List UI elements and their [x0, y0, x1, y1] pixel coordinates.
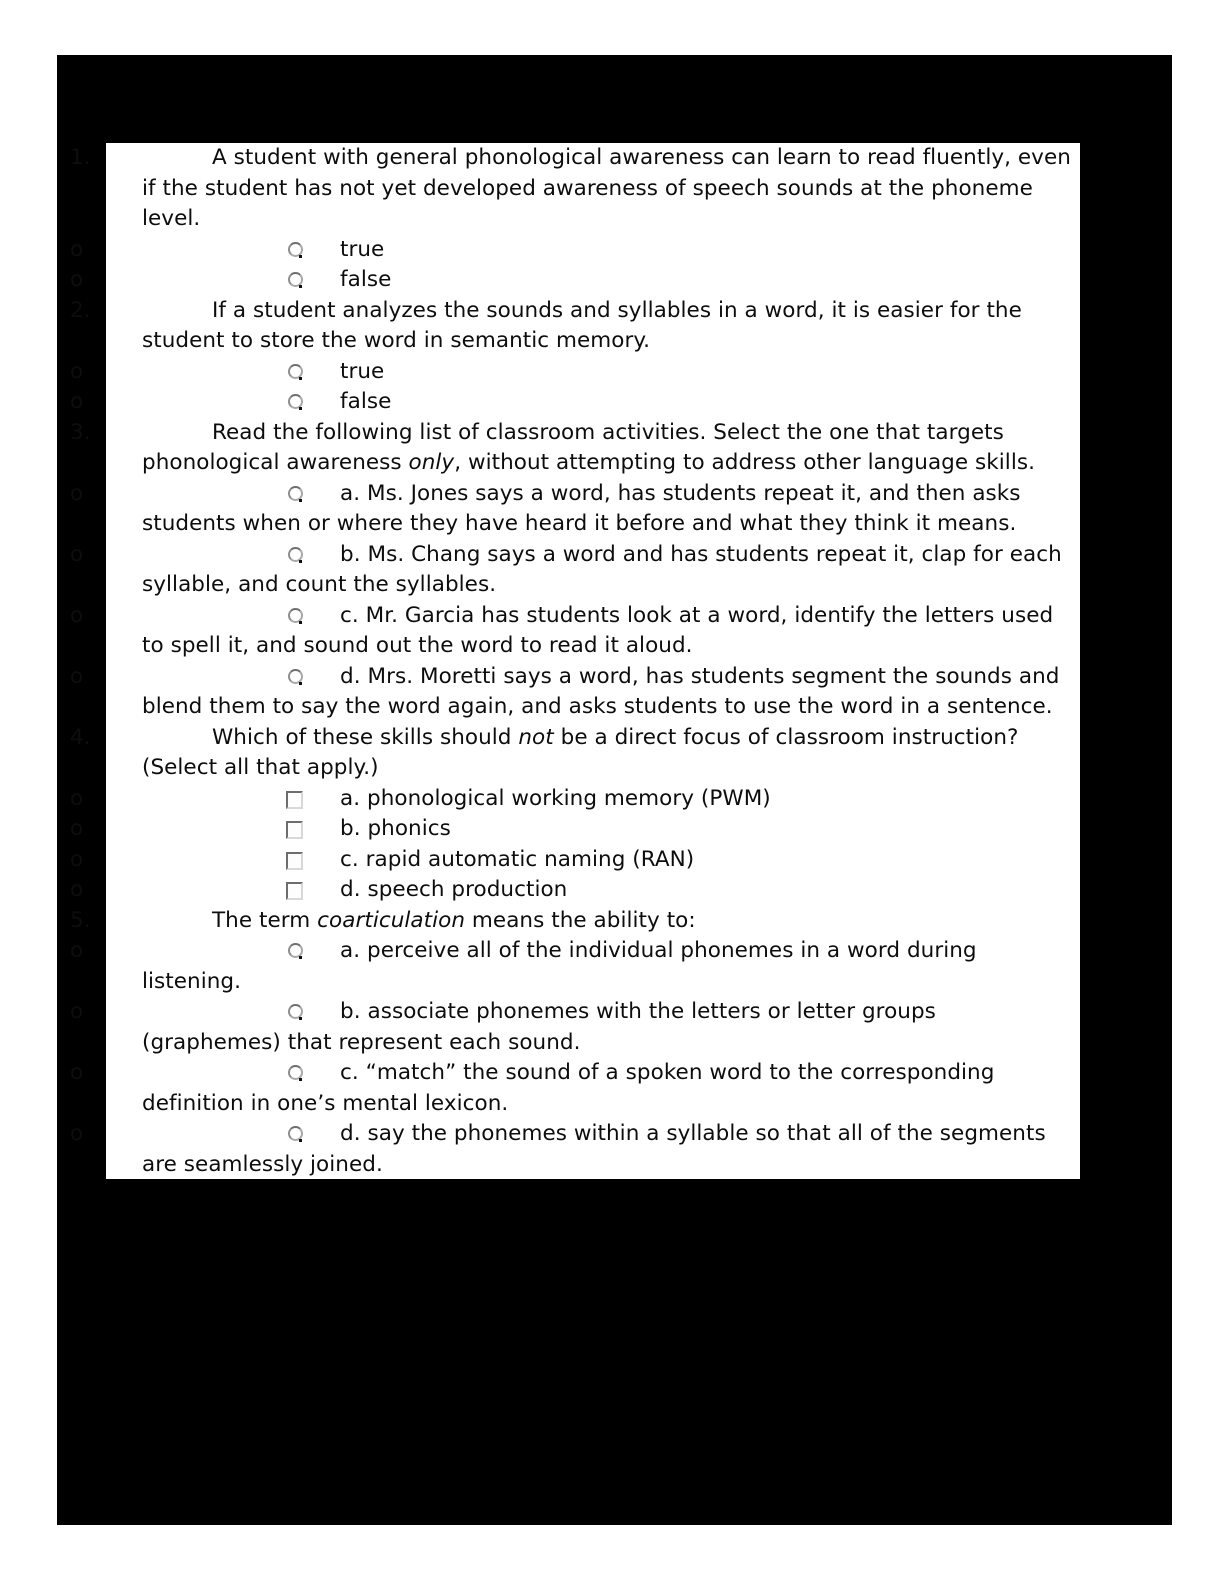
- option-row[interactable]: [106, 265, 1080, 296]
- radio-button-input[interactable]: [288, 242, 303, 257]
- option-row[interactable]: [106, 540, 1080, 601]
- checkbox-input[interactable]: [286, 852, 303, 870]
- checkbox-input[interactable]: [286, 791, 303, 809]
- radio-button-input[interactable]: [288, 608, 303, 623]
- question-2: [70, 296, 1080, 357]
- question-1: [70, 143, 1080, 235]
- option-row[interactable]: [106, 936, 1080, 997]
- radio-button-input[interactable]: [288, 669, 303, 684]
- option-row[interactable]: [106, 784, 1080, 815]
- option-row[interactable]: [106, 1119, 1080, 1180]
- question-number: 1.: [70, 145, 91, 170]
- option-label: c. rapid automatic naming (RAN): [340, 846, 695, 872]
- option-row[interactable]: [106, 997, 1080, 1058]
- option-row[interactable]: [106, 479, 1080, 540]
- question-text-part: Which of these skills should: [212, 724, 519, 750]
- radio-button-input[interactable]: [288, 547, 303, 562]
- radio-button-input[interactable]: [288, 364, 303, 379]
- question-emphasis: only: [408, 450, 455, 475]
- option-label: true: [340, 358, 385, 384]
- question-number: 2.: [70, 297, 91, 323]
- radio-button-input[interactable]: [288, 272, 303, 287]
- option-row[interactable]: [106, 875, 1080, 906]
- question-text: A student with general phonological awareness can learn to read fluently, even if the student has not yet developed awareness of speech sounds at the phoneme level.: [142, 145, 1071, 231]
- option-row[interactable]: [106, 845, 1080, 876]
- radio-button-input[interactable]: [288, 943, 303, 958]
- option-label: d. Mrs. Moretti says a word, has students segment the sounds and blend them to say the word again, and asks students to use the word in a sentence.: [142, 663, 1060, 719]
- question-number: 4.: [70, 724, 91, 750]
- question-5: [70, 906, 1080, 937]
- question-text-part: The term: [212, 907, 318, 933]
- question-emphasis: not: [518, 724, 554, 750]
- checkbox-input[interactable]: [286, 821, 303, 839]
- radio-button-input[interactable]: [288, 1065, 303, 1080]
- option-row[interactable]: [106, 814, 1080, 845]
- option-row[interactable]: [106, 357, 1080, 388]
- question-text: [142, 725, 1019, 781]
- option-row[interactable]: [106, 601, 1080, 662]
- question-text-part: Read the following list of classroom activities. Select the one that targets phonological awareness: [142, 419, 1004, 475]
- option-label: a. perceive all of the individual phonemes in a word during listening.: [142, 938, 977, 994]
- question-number: 5.: [70, 907, 91, 933]
- option-label: b. Ms. Chang says a word and has students repeat it, clap for each syllable, and count the syllables.: [142, 541, 1062, 597]
- question-text: [142, 420, 1035, 476]
- option-label: false: [340, 267, 392, 292]
- option-row[interactable]: [106, 235, 1080, 266]
- radio-button-input[interactable]: [288, 394, 303, 409]
- option-label: c. “match” the sound of a spoken word to the corresponding definition in one’s mental lexicon.: [142, 1060, 995, 1116]
- radio-button-input[interactable]: [288, 486, 303, 501]
- option-label: d. say the phonemes within a syllable so that all of the segments are seamlessly joined.: [142, 1121, 1046, 1177]
- radio-button-input[interactable]: [288, 1004, 303, 1019]
- question-3: [70, 418, 1080, 479]
- option-row[interactable]: [106, 387, 1080, 418]
- radio-button-input[interactable]: [288, 1126, 303, 1141]
- question-text: [212, 908, 696, 933]
- option-label: a. phonological working memory (PWM): [340, 785, 771, 811]
- question-text-part: , without attempting to address other language skills.: [454, 450, 1035, 475]
- question-emphasis: coarticulation: [317, 907, 466, 933]
- option-row[interactable]: [106, 1058, 1080, 1119]
- question-text: If a student analyzes the sounds and syllables in a word, it is easier for the student to store the word in semantic memory.: [142, 297, 1022, 353]
- option-row[interactable]: [106, 662, 1080, 723]
- question-text-part: be a direct focus of classroom instruction? (Select all that apply.): [142, 724, 1019, 780]
- option-label: false: [340, 389, 392, 414]
- quiz-body: [70, 143, 1080, 1180]
- question-number: 3.: [70, 419, 91, 445]
- quiz-content-sheet: [70, 143, 1080, 1179]
- option-label: d. speech production: [340, 877, 568, 902]
- option-label: b. phonics: [340, 816, 451, 841]
- question-4: [70, 723, 1080, 784]
- option-label: b. associate phonemes with the letters or letter groups (graphemes) that represent each sound.: [142, 999, 936, 1055]
- option-label: c. Mr. Garcia has students look at a word, identify the letters used to spell it, and sound out the word to read it aloud.: [142, 602, 1054, 658]
- option-label: true: [340, 236, 385, 262]
- option-label: a. Ms. Jones says a word, has students repeat it, and then asks students when or where they have heard it before and what they think it means.: [142, 480, 1021, 536]
- checkbox-input[interactable]: [286, 882, 303, 900]
- question-text-part: means the ability to:: [465, 907, 696, 933]
